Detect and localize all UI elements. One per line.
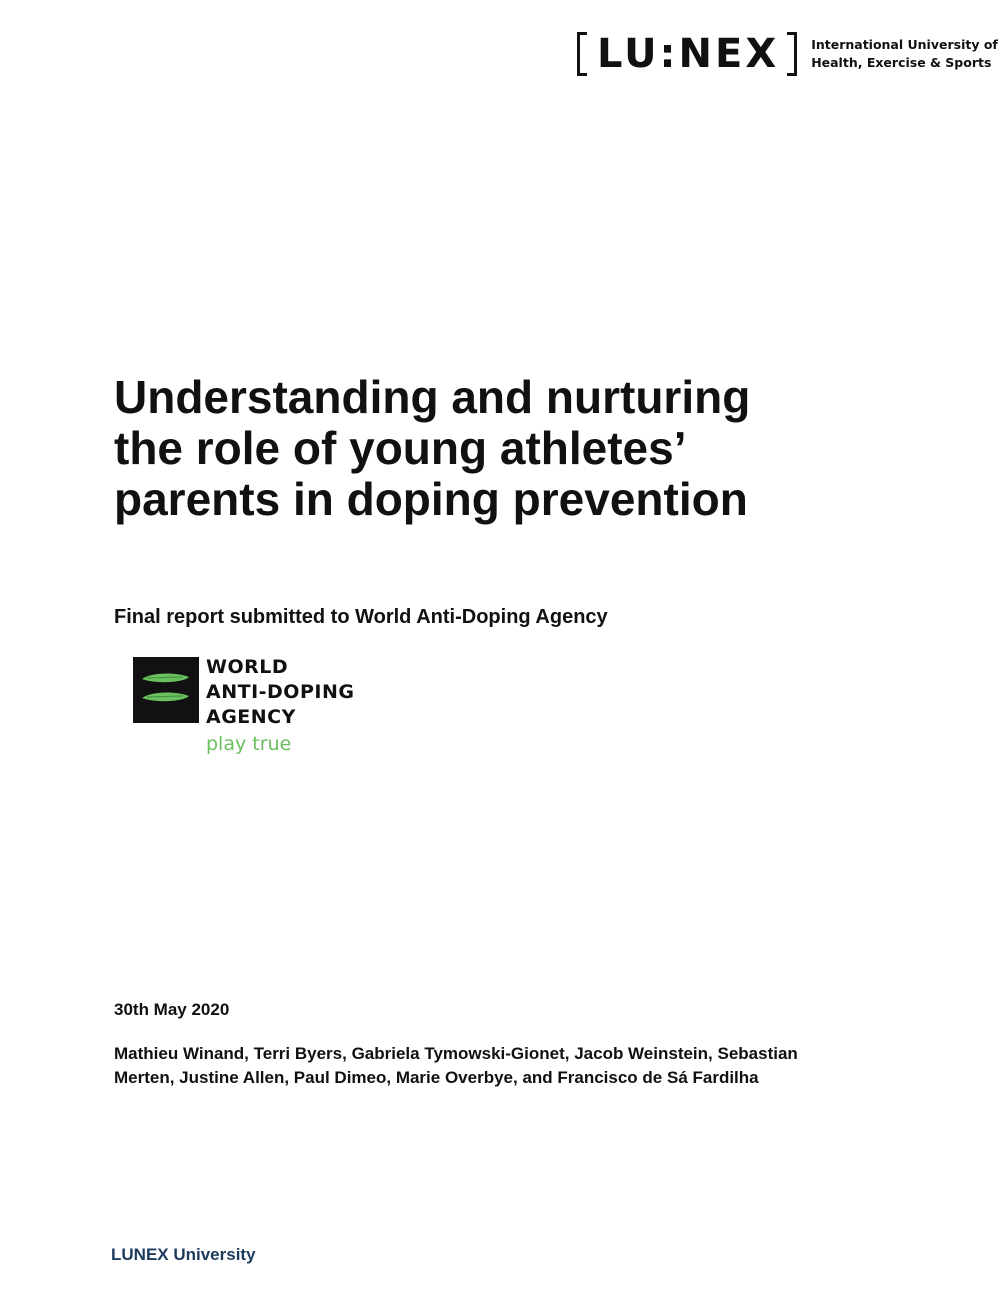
lunex-tagline-line1: International University of xyxy=(811,37,998,52)
wada-name xyxy=(206,655,354,730)
lunex-logo-text: LU:NEX xyxy=(597,31,780,77)
report-subtitle: Final report submitted to World Anti-Doping Agency xyxy=(114,606,608,628)
wada-line-2: ANTI-DOPING xyxy=(206,681,355,703)
wada-tagline: play true xyxy=(206,733,292,755)
lunex-wordmark xyxy=(577,30,797,78)
authors-line-2: Merten, Justine Allen, Paul Dimeo, Marie Overbye, and Francisco de Sá Fardilha xyxy=(114,1068,759,1087)
wada-line-1: WORLD xyxy=(206,656,289,678)
authors-line-1: Mathieu Winand, Terri Byers, Gabriela Tymowski-Gionet, Jacob Weinstein, Sebastian xyxy=(114,1044,798,1063)
title-line-2: the role of young athletes’ xyxy=(114,422,687,474)
right-bracket-icon xyxy=(787,32,797,76)
left-bracket-icon xyxy=(577,32,587,76)
authors xyxy=(114,1042,894,1090)
lunex-tagline-line2: Health, Exercise & Sports xyxy=(811,55,992,70)
wada-line-3: AGENCY xyxy=(206,706,296,728)
lunex-tagline xyxy=(811,36,998,72)
footer-institution: LUNEX University xyxy=(111,1245,256,1264)
lunex-logo xyxy=(577,30,998,78)
report-date: 30th May 2020 xyxy=(114,1000,230,1019)
title-line-1: Understanding and nurturing xyxy=(114,371,751,423)
title-line-3: parents in doping prevention xyxy=(114,473,748,525)
wada-logo xyxy=(133,655,373,759)
wada-emblem-icon xyxy=(133,657,199,723)
report-title xyxy=(114,372,874,525)
